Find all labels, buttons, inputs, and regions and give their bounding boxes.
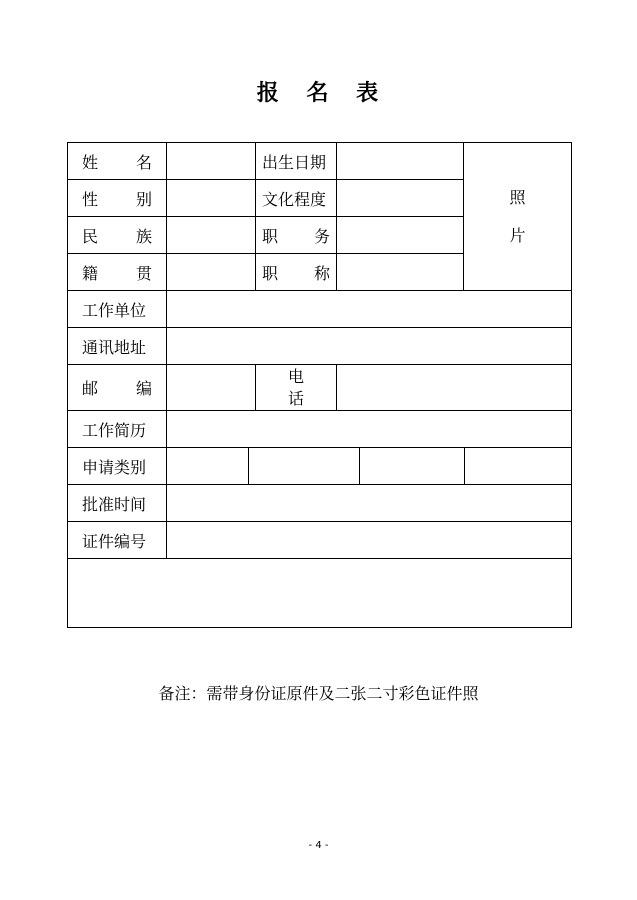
table-row: [68, 328, 572, 365]
page-title: [0, 76, 637, 107]
address-field[interactable]: [167, 328, 572, 365]
phone-field[interactable]: [337, 365, 572, 411]
title-char-1: 报: [256, 81, 281, 106]
postcode-field[interactable]: [167, 365, 256, 411]
title-rank-field[interactable]: [337, 254, 464, 291]
birth-date-field[interactable]: [337, 143, 464, 180]
education-field[interactable]: [337, 180, 464, 217]
ethnicity-field[interactable]: [167, 217, 256, 254]
category-option-1[interactable]: [167, 448, 249, 485]
table-row: [68, 448, 572, 485]
photo-box[interactable]: [464, 143, 572, 291]
table-row: [68, 291, 572, 328]
title-char-3: 表: [356, 81, 381, 106]
title-rank-label: 职 称: [256, 254, 337, 291]
cert-no-field[interactable]: [167, 522, 572, 559]
table-row: [68, 143, 572, 180]
position-field[interactable]: [337, 217, 464, 254]
employer-field[interactable]: [167, 291, 572, 328]
remarks-area[interactable]: [68, 559, 572, 628]
education-label: 文化程度: [256, 180, 337, 217]
native-place-field[interactable]: [167, 254, 256, 291]
name-label: 姓 名: [68, 143, 167, 180]
category-option-3[interactable]: [360, 448, 465, 485]
birth-date-label: 出生日期: [256, 143, 337, 180]
photo-label-2: 片: [509, 225, 526, 245]
footnote: 备注：需带身份证原件及二张二寸彩色证件照: [158, 684, 479, 703]
name-field[interactable]: [167, 143, 256, 180]
cert-no-label: 证件编号: [68, 522, 167, 559]
approval-time-label: 批准时间: [68, 485, 167, 522]
phone-label: 电 话: [256, 365, 337, 411]
native-place-label: 籍 贯: [68, 254, 167, 291]
position-label: 职 务: [256, 217, 337, 254]
gender-field[interactable]: [167, 180, 256, 217]
resume-field[interactable]: [167, 411, 572, 448]
gender-label: 性 别: [68, 180, 167, 217]
employer-label: 工作单位: [68, 291, 167, 328]
category-option-2[interactable]: [249, 448, 360, 485]
address-label: 通讯地址: [68, 328, 167, 365]
ethnicity-label: 民 族: [68, 217, 167, 254]
table-row: [68, 411, 572, 448]
page-number: - 4 -: [308, 840, 329, 851]
table-row: [68, 365, 572, 411]
title-char-2: 名: [306, 81, 331, 106]
registration-form-table: [67, 142, 572, 628]
table-row: [68, 559, 572, 628]
resume-label: 工作简历: [68, 411, 167, 448]
photo-label-1: 照: [509, 187, 526, 207]
category-option-4[interactable]: [465, 448, 572, 485]
category-label: 申请类别: [68, 448, 167, 485]
table-row: [68, 485, 572, 522]
approval-time-field[interactable]: [167, 485, 572, 522]
postcode-label: 邮 编: [68, 365, 167, 411]
table-row: [68, 522, 572, 559]
